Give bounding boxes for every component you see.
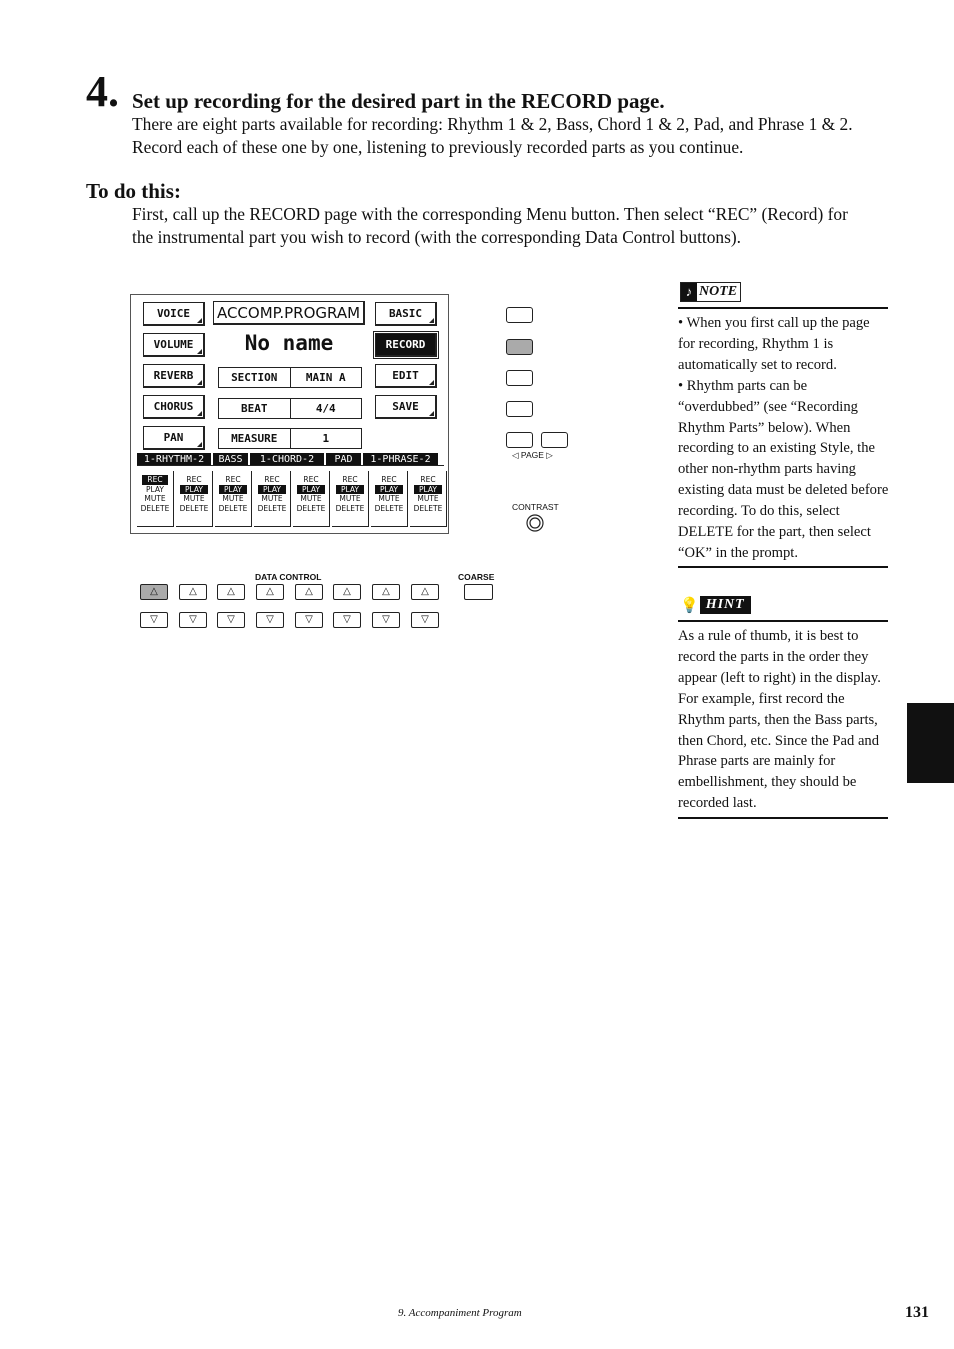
data-control-down-6[interactable]: ▽ — [333, 612, 361, 628]
lcd-display — [130, 294, 449, 534]
channel-option-delete: DELETE — [140, 503, 170, 513]
section-value: MAIN A — [290, 368, 362, 387]
part-rhythm: 1-RHYTHM-2 — [137, 453, 211, 465]
channel-option-mute: MUTE — [378, 494, 400, 504]
data-control-down-7[interactable]: ▽ — [372, 612, 400, 628]
data-control-up-4[interactable]: △ — [256, 584, 284, 600]
page-forward-button[interactable] — [541, 432, 568, 448]
channel-option-rec: REC — [420, 475, 436, 484]
note-body: • When you first call up the page for recording, Rhythm 1 is automatically set to record. • Rhythm parts can be “overdubbed” (see “Recording Rhythm Parts” below). When recording to an existing Style, the other non-rhythm parts having existing data must be deleted before recording. To do this, select DELETE for the part, then select “OK” in the prompt. — [678, 315, 889, 561]
hint-top-rule — [678, 620, 888, 622]
style-name: No name — [244, 331, 334, 355]
menu-button-1[interactable] — [506, 307, 533, 323]
channel-option-delete: DELETE — [374, 503, 404, 513]
reverb-button[interactable] — [143, 364, 205, 388]
data-control-down-8[interactable]: ▽ — [411, 612, 439, 628]
page-label: ◁ PAGE ▷ — [512, 450, 553, 460]
channel-option-play-selected: PLAY — [414, 485, 442, 495]
channel-option-mute: MUTE — [261, 494, 283, 504]
measure-value: 1 — [290, 429, 362, 448]
channel-option-rec-selected: REC — [142, 475, 167, 485]
program-title: ACCOMP.PROGRAM — [213, 301, 365, 325]
note-bottom-rule — [678, 566, 888, 568]
data-control-up-1[interactable]: △ — [140, 584, 168, 600]
note-top-rule — [678, 307, 888, 309]
measure-field[interactable] — [218, 428, 362, 449]
data-control-up-8[interactable]: △ — [411, 584, 439, 600]
measure-label: MEASURE — [231, 432, 278, 445]
part-chord: 1-CHORD-2 — [250, 453, 324, 465]
part-strip — [137, 453, 444, 466]
data-control-down-3[interactable]: ▽ — [217, 612, 245, 628]
note-label: NOTE — [699, 284, 738, 299]
hint-label: HINT — [700, 596, 751, 614]
step-body: There are eight parts available for recording: Rhythm 1 & 2, Bass, Chord 1 & 2, Pad, and Phrase 1 & 2. Record each of these one by one, listening to previously recorded parts as you continue. — [132, 114, 853, 157]
chorus-button-label: CHORUS — [153, 400, 194, 413]
channel-option-mute: MUTE — [417, 494, 439, 504]
voice-button-label: VOICE — [156, 307, 191, 320]
hint-badge — [680, 594, 751, 616]
channel-option-play: PLAY — [145, 484, 164, 494]
page-number: 131 — [905, 1304, 929, 1321]
chapter-tab — [907, 703, 954, 783]
channel-option-play-selected: PLAY — [180, 485, 208, 495]
page-label-text: PAGE — [520, 450, 544, 460]
data-control-down-1[interactable]: ▽ — [140, 612, 168, 628]
beat-field[interactable] — [218, 398, 362, 419]
channel-5[interactable] — [293, 471, 330, 527]
channel-option-play-selected: PLAY — [297, 485, 325, 495]
channel-option-delete: DELETE — [296, 503, 326, 513]
voice-button[interactable] — [143, 302, 205, 326]
menu-button-2[interactable] — [506, 339, 533, 355]
channel-option-rec: REC — [225, 475, 241, 484]
channel-option-play-selected: PLAY — [258, 485, 286, 495]
channel-7[interactable] — [371, 471, 408, 527]
record-button-label: RECORD — [385, 338, 426, 351]
channel-6[interactable] — [332, 471, 369, 527]
save-button[interactable] — [375, 395, 437, 419]
beat-value: 4/4 — [290, 399, 362, 418]
coarse-button[interactable] — [464, 584, 493, 600]
menu-button-4[interactable] — [506, 401, 533, 417]
todo-heading: To do this: — [86, 179, 181, 203]
channel-3[interactable] — [215, 471, 252, 527]
pan-button[interactable] — [143, 426, 205, 450]
footer-chapter: 9. Accompaniment Program — [398, 1307, 522, 1319]
reverb-button-label: REVERB — [153, 369, 194, 382]
channel-option-rec: REC — [342, 475, 358, 484]
volume-button-label: VOLUME — [153, 338, 194, 351]
channel-option-play-selected: PLAY — [219, 485, 247, 495]
channel-option-delete: DELETE — [335, 503, 365, 513]
chorus-button[interactable] — [143, 395, 205, 419]
music-note-icon: ♪ — [681, 283, 697, 301]
channel-option-rec: REC — [264, 475, 280, 484]
channel-option-delete: DELETE — [413, 503, 443, 513]
edit-button[interactable] — [375, 364, 437, 388]
channel-option-mute: MUTE — [222, 494, 244, 504]
channel-option-play-selected: PLAY — [336, 485, 364, 495]
channel-option-mute: MUTE — [339, 494, 361, 504]
basic-button-label: BASIC — [388, 307, 423, 320]
channel-option-mute: MUTE — [144, 494, 166, 504]
data-control-up-3[interactable]: △ — [217, 584, 245, 600]
channel-option-mute: MUTE — [183, 494, 205, 504]
part-phrase: 1-PHRASE-2 — [363, 453, 438, 465]
channel-1[interactable] — [137, 471, 174, 527]
part-pad: PAD — [326, 453, 361, 465]
beat-label: BEAT — [241, 402, 268, 415]
step-title: Set up recording for the desired part in the RECORD page. — [132, 89, 665, 113]
channel-option-rec: REC — [303, 475, 319, 484]
contrast-knob-icon[interactable] — [526, 514, 544, 532]
channel-option-mute: MUTE — [300, 494, 322, 504]
step-number: 4. — [86, 67, 119, 116]
channel-8[interactable] — [410, 471, 447, 527]
save-button-label: SAVE — [392, 400, 419, 413]
data-control-down-4[interactable]: ▽ — [256, 612, 284, 628]
menu-button-3[interactable] — [506, 370, 533, 386]
record-button[interactable] — [375, 333, 437, 357]
channel-4[interactable] — [254, 471, 291, 527]
contrast-label: CONTRAST — [512, 502, 559, 512]
pan-button-label: PAN — [163, 431, 184, 444]
section-field[interactable] — [218, 367, 362, 388]
channel-2[interactable] — [176, 471, 213, 527]
note-badge — [680, 282, 741, 302]
todo-body: First, call up the RECORD page with the corresponding Menu button. Then select “REC” (Record) for the instrumental part you wish to record (with the corresponding Data Control buttons). — [132, 204, 848, 247]
channel-option-rec: REC — [186, 475, 202, 484]
data-control-label: DATA CONTROL — [255, 572, 322, 582]
data-control-down-5[interactable]: ▽ — [295, 612, 323, 628]
data-control-up-5[interactable]: △ — [295, 584, 323, 600]
hint-body: As a rule of thumb, it is best to record the parts in the order they appear (left to right) in the display. For example, first record the Rhythm parts, then the Bass parts, then Chord, etc. Since the Pad and Phrase parts are mainly for embellishment, they should be recorded last. — [678, 628, 881, 812]
coarse-label: COARSE — [458, 572, 495, 582]
channel-option-delete: DELETE — [218, 503, 248, 513]
channel-option-delete: DELETE — [257, 503, 287, 513]
data-control-up-2[interactable]: △ — [179, 584, 207, 600]
volume-button[interactable] — [143, 333, 205, 357]
lightbulb-icon: 💡 — [680, 597, 699, 614]
data-control-up-7[interactable]: △ — [372, 584, 400, 600]
edit-button-label: EDIT — [392, 369, 419, 382]
data-control-up-6[interactable]: △ — [333, 584, 361, 600]
channel-option-delete: DELETE — [179, 503, 209, 513]
section-label: SECTION — [231, 371, 278, 384]
channel-option-play-selected: PLAY — [375, 485, 403, 495]
data-control-down-2[interactable]: ▽ — [179, 612, 207, 628]
channel-option-rec: REC — [381, 475, 397, 484]
basic-button[interactable] — [375, 302, 437, 326]
hint-bottom-rule — [678, 817, 888, 819]
part-bass: BASS — [213, 453, 248, 465]
page-back-button[interactable] — [506, 432, 533, 448]
